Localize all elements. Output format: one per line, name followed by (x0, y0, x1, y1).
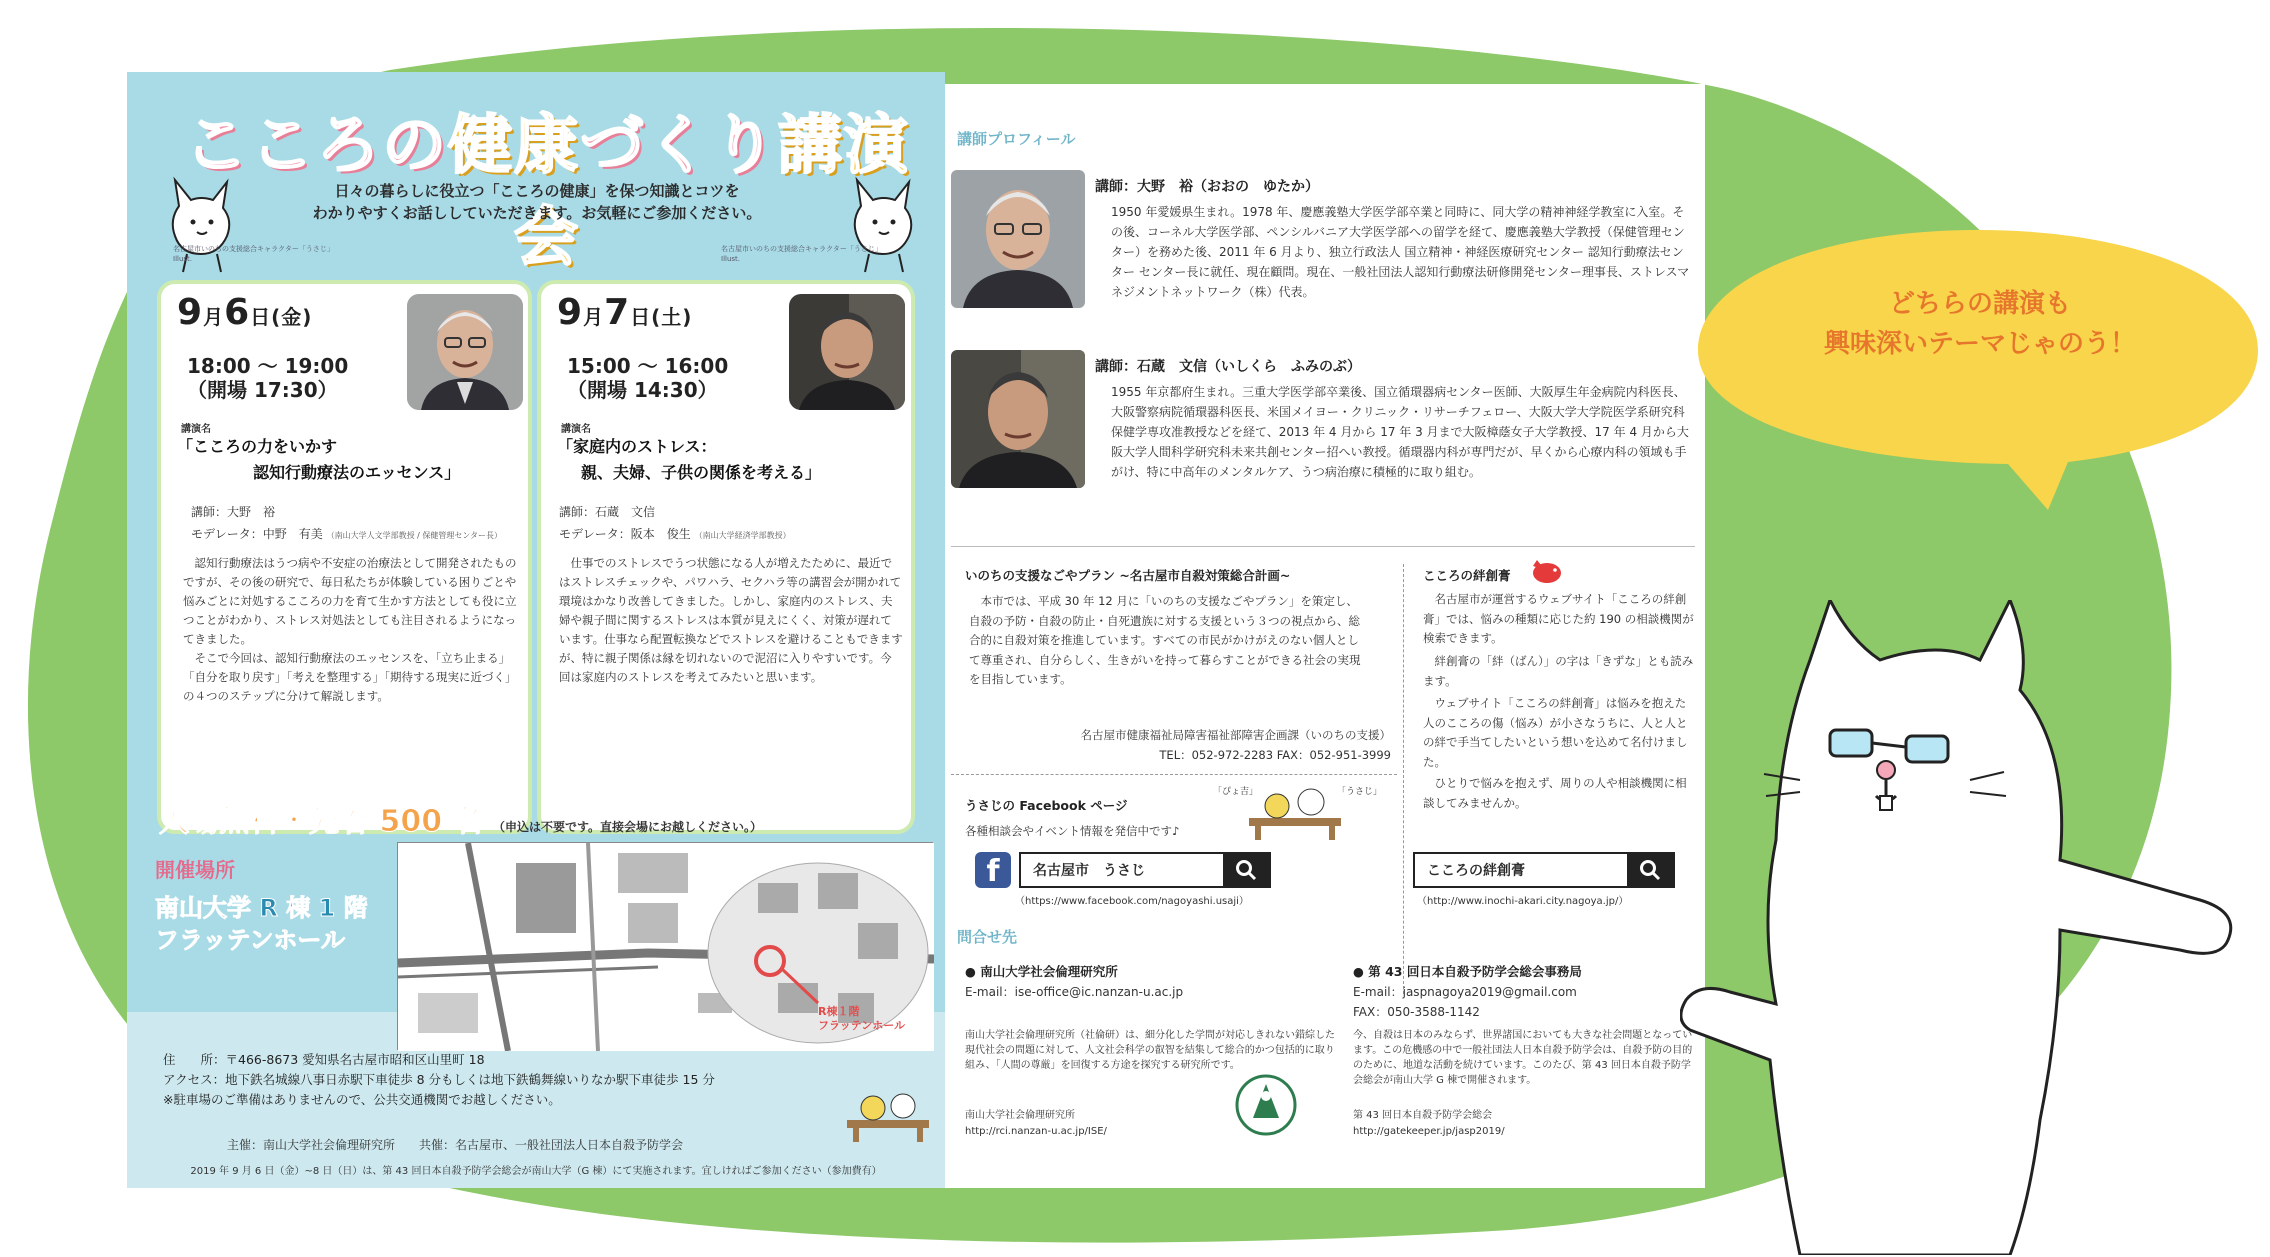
facebook-text: 各種相談会やイベント情報を発信中です♪ (965, 824, 1180, 838)
kizuna-text-3: ウェブサイト「こころの絆創膏」は悩みを抱えた人のこころの傷（悩み）が小さなうちに、人と人との絆で手当てしたいという想いを込めて名付けました。 (1423, 696, 1688, 769)
lecture-1-date: 9月6日(金) (177, 292, 313, 333)
lecture-card-1 (157, 280, 532, 834)
contact-2-text: 今、自殺は日本のみならず、世界諸国においても大きな社会問題となっています。この危機感の中で一般社団法人日本自殺予防学会は、自殺予防の目的のために、地道な活動を続けています。このたび、第 43 回日本自殺予防学会総会が南山大学 G 棟で開催されます。 (1353, 1030, 1693, 1086)
lecture-2-description: 仕事でのストレスでうつ状態になる人が増えたために、最近ではストレスチェックや、パワハラ、セクハラ等の講習会が開かれて環境はかなり改善してきました。しかし、家庭内のストレス、夫婦や親子間に関するストレスは本質が見えにくく、対策が遅れています。仕事なら配置転換などでストレスを避けることもできますが、特に親子関係は縁を切れないので泥沼に入りやすいです。今回は家庭内のストレスを考えてみたいと思います。 (559, 556, 903, 684)
facebook-tag-2: 「うさじ」 (1337, 787, 1383, 797)
address-block (163, 1050, 943, 1110)
contact-1-url[interactable]: http://rci.nanzan-u.ac.jp/ISE/ (965, 1126, 1107, 1137)
search-icon (1235, 859, 1257, 881)
intro-line-1: 日々の暮らしに役立つ「こころの健康」を保つ知識とコツを (334, 182, 740, 200)
lecture-2-moderator: モデレータ：阪本 俊生 （南山大学経済学部教授） (559, 527, 791, 541)
map-venue-label: R棟１階 フラッテンホール (818, 1005, 906, 1032)
facebook-tag-1: 「ぴょ吉」 (1213, 787, 1259, 797)
lecture-1-time: 18:00 ～ 19:00 （開場 17:30） (187, 354, 349, 402)
lecture-1-lecturer: 講師：大野 裕 (191, 505, 276, 519)
bird-icon (1527, 556, 1567, 586)
venue-name: 南山大学 R 棟 1 階 フラッテンホール (155, 894, 368, 954)
facebook-heading: うさじの Facebook ページ (965, 798, 1128, 813)
campus-map (397, 842, 933, 1050)
kizuna-text-4: ひとりで悩みを抱えず、周りの人や相談機関に相談してみませんか。 (1423, 776, 1687, 810)
facebook-search-label: 名古屋市 うさじ (1033, 863, 1145, 879)
cat-character-icon (1680, 600, 2270, 1255)
lecture-2-title-label: 講演名 (561, 424, 591, 435)
bench-mascots-icon (843, 1084, 933, 1144)
kizuna-search-label: こころの絆創膏 (1427, 863, 1525, 879)
lecture-1-moderator: モデレータ：中野 有美 （南山大学人文学部教授 / 保健管理センター長） (191, 527, 503, 541)
divider (951, 546, 1695, 547)
contact-1-mail[interactable]: E-mail：ise-office@ic.nanzan-u.ac.jp (965, 985, 1184, 999)
lecture-1-title: 「こころの力をいかす 認知行動療法のエッセンス」 (177, 437, 461, 482)
contact-2-org: 第 43 回日本自殺予防学会総会 (1353, 1110, 1493, 1121)
contact-1-org: 南山大学社会倫理研究所 (965, 1110, 1075, 1121)
search-icon (1639, 859, 1661, 881)
profile-heading: 講師プロフィール (957, 130, 1076, 148)
credit-right: 名古屋市いのちの支援総合キャラクター「うさじ」Illust. (721, 245, 879, 263)
flyer-footnote: 2019 年 9 月 6 日（金）~8 日（日）は、第 43 回日本自殺予防学会総会が南山大学（G 棟）にて実施されます。宜しければご参加ください（参加費有） (190, 1166, 882, 1177)
contact-1-text: 南山大学社会倫理研究所（社倫研）は、細分化した学問が対応しきれない錯綜した現代社会の問題に対して、人文社会科学の叡智を結集して総合的かつ包括的に取り組み、「人間の尊厳」を回復する方途を探究する研究所です。 (965, 1030, 1335, 1071)
intro-line-2: わかりやすくお話ししていただきます。お気軽にご参加ください。 (312, 204, 762, 222)
kizuna-search-button[interactable] (1627, 852, 1673, 888)
facebook-url[interactable]: （https://www.facebook.com/nagoyashi.usaji） (1015, 896, 1249, 907)
bench-mascots-icon (1245, 780, 1345, 842)
parking-note: ※駐車場のご準備はありませんので、公共交通機関でお越しください。 (163, 1092, 561, 1107)
profile-1-name: 講師：大野 裕（おおの ゆたか） (1095, 179, 1319, 195)
profile-1-text: 1950 年愛媛県生まれ。1978 年、慶應義塾大学医学部卒業と同時に、同大学の精神神経学教室に入室。その後、コーネル大学医学部、ペンシルバニア大学医学部への留学を経て、慶應義塾大学教授（保健管理センター）を務めた後、2011 年 6 月より、独立行政法人 国立精神・神経医療研究センター 認知行動療法センター センター長に就任、現在顧問。現在、一般社団法人認知行動療法研修開発センター理事長、ストレスマネジメントネットワーク（株）代表。 (1111, 205, 1690, 299)
lecture-1-description: 認知行動療法はうつ病や不安症の治療法として開発されたものですが、その後の研究で、毎日私たちが体験している困りごとや悩みごとに対処するこころの力を育て生かす方法としても役に立つことがわかり、ストレス対処法としても注目されるようになってきました。 そこで今回は、認知行動療法のエッセンスを、「立ち止まる」「自分を取り戻す」「考えを整理する」「期待する現実に近づく」の４つのステップに分けて解説します。 (183, 556, 517, 703)
divider-2 (951, 774, 1397, 775)
lecture-1-speaker-photo (407, 294, 523, 410)
kizuna-url[interactable]: （http://www.inochi-akari.city.nagoya.jp/） (1417, 896, 1629, 907)
contact-2-url[interactable]: http://gatekeeper.jp/jasp2019/ (1353, 1126, 1505, 1137)
entry-info: 入場無料・先着 500 名 （申込は不要です。直接会場にお越しください。） (159, 804, 763, 839)
speech-bubble-text: どちらの講演も 興味深いテーマじゃのう！ (1823, 289, 2136, 359)
profile-2-photo (951, 350, 1085, 488)
credit-left: 名古屋市いのちの支援総合キャラクター「うさじ」Illust. (173, 245, 331, 263)
address: 住 所：〒466-8673 愛知県名古屋市昭和区山里町 18 (163, 1052, 485, 1067)
lecture-2-time: 15:00 ～ 16:00 （開場 14:30） (567, 354, 729, 402)
plan-tel: TEL：052-972-2283 FAX：052-951-3999 (1159, 748, 1391, 762)
lecture-2-date: 9月7日(土) (557, 292, 693, 333)
contact-2-name: ● 第 43 回日本自殺予防学会総会事務局 (1353, 964, 1582, 979)
facebook-icon[interactable]: f (975, 852, 1011, 888)
profile-1-photo (951, 170, 1085, 308)
plan-contact: 名古屋市健康福祉局障害福祉部障害企画課（いのちの支援） (1080, 728, 1391, 742)
lecture-2-title: 「家庭内のストレス： 親、夫婦、子供の関係を考える」 (557, 437, 822, 482)
kizuna-heading: こころの絆創膏 (1423, 568, 1511, 583)
venue-label: 開催場所 (155, 858, 235, 882)
lecture-2-speaker-photo (789, 294, 905, 410)
kizuna-search-box[interactable] (1413, 852, 1675, 888)
profile-2-text: 1955 年京都府生まれ。三重大学医学部卒業後、国立循環器病センター医師、大阪厚生年金病院内科医長、大阪警察病院循環器科医長、米国メイヨー・クリニック・リサーチフェロー、大阪大学大学院医学系研究科保健学専攻准教授などを経て、2013 年 4 月から 17 年 3 月まで大阪樟蔭女子大学教授、17 年 4 月から大阪大学人間科学研究科未来共創センター招へい教授。循環器内科が専門だが、早くから心療内科の領域も手がけ、特に中高年のメンタルケア、うつ病治療に積極的に取り組む。 (1111, 385, 1689, 479)
facebook-search-button[interactable] (1223, 852, 1269, 888)
flyer-title: こころの健康づくり講演会 (184, 109, 910, 275)
access: アクセス：地下鉄名城線八事日赤駅下車徒歩 8 分もしくは地下鉄鶴舞線いりなか駅下車徒歩 15 分 (163, 1072, 715, 1087)
lecture-card-2 (537, 280, 915, 834)
lecture-2-lecturer: 講師：石蔵 文信 (559, 505, 656, 519)
profile-2-name: 講師：石蔵 文信（いしくら ふみのぶ） (1095, 359, 1361, 375)
plan-text: 本市では、平成 30 年 12 月に「いのちの支援なごやプラン」を策定し、自殺の予防・自殺の防止・自死遺族に対する支援という３つの視点から、総合的に自殺対策を推進しています。すべての市民がかけがえのない個人として尊重され、自分らしく、生きがいを持って暮らすことができる社会の実現を目指しています。 (969, 594, 1361, 686)
contact-1-name: ● 南山大学社会倫理研究所 (965, 964, 1118, 979)
column-divider (1403, 564, 1404, 994)
plan-heading: いのちの支援なごやプラン ~名古屋市自殺対策総合計画~ (965, 568, 1291, 583)
lecture-flyer (127, 72, 945, 1188)
contact-heading: 問合せ先 (957, 928, 1018, 946)
lecture-1-title-label: 講演名 (181, 424, 211, 435)
kizuna-text-2: 絆創膏の「絆（ばん）」の字は「きずな」とも読みます。 (1423, 654, 1694, 688)
facebook-search-box[interactable] (1019, 852, 1271, 888)
organizer: 主催：南山大学社会倫理研究所 共催：名古屋市、一般社団法人日本自殺予防学会 (227, 1138, 684, 1152)
society-emblem-icon (1235, 1074, 1297, 1136)
info-flyer (945, 84, 1705, 1188)
flyer-intro (247, 180, 827, 224)
kizuna-text-1: 名古屋市が運営するウェブサイト「こころの絆創膏」では、悩みの種類に応じた約 190 の相談機関が検索できます。 (1423, 592, 1694, 645)
contact-2-fax: FAX：050-3588-1142 (1353, 1005, 1480, 1019)
contact-2-mail[interactable]: E-mail：jaspnagoya2019@gmail.com (1353, 985, 1577, 999)
